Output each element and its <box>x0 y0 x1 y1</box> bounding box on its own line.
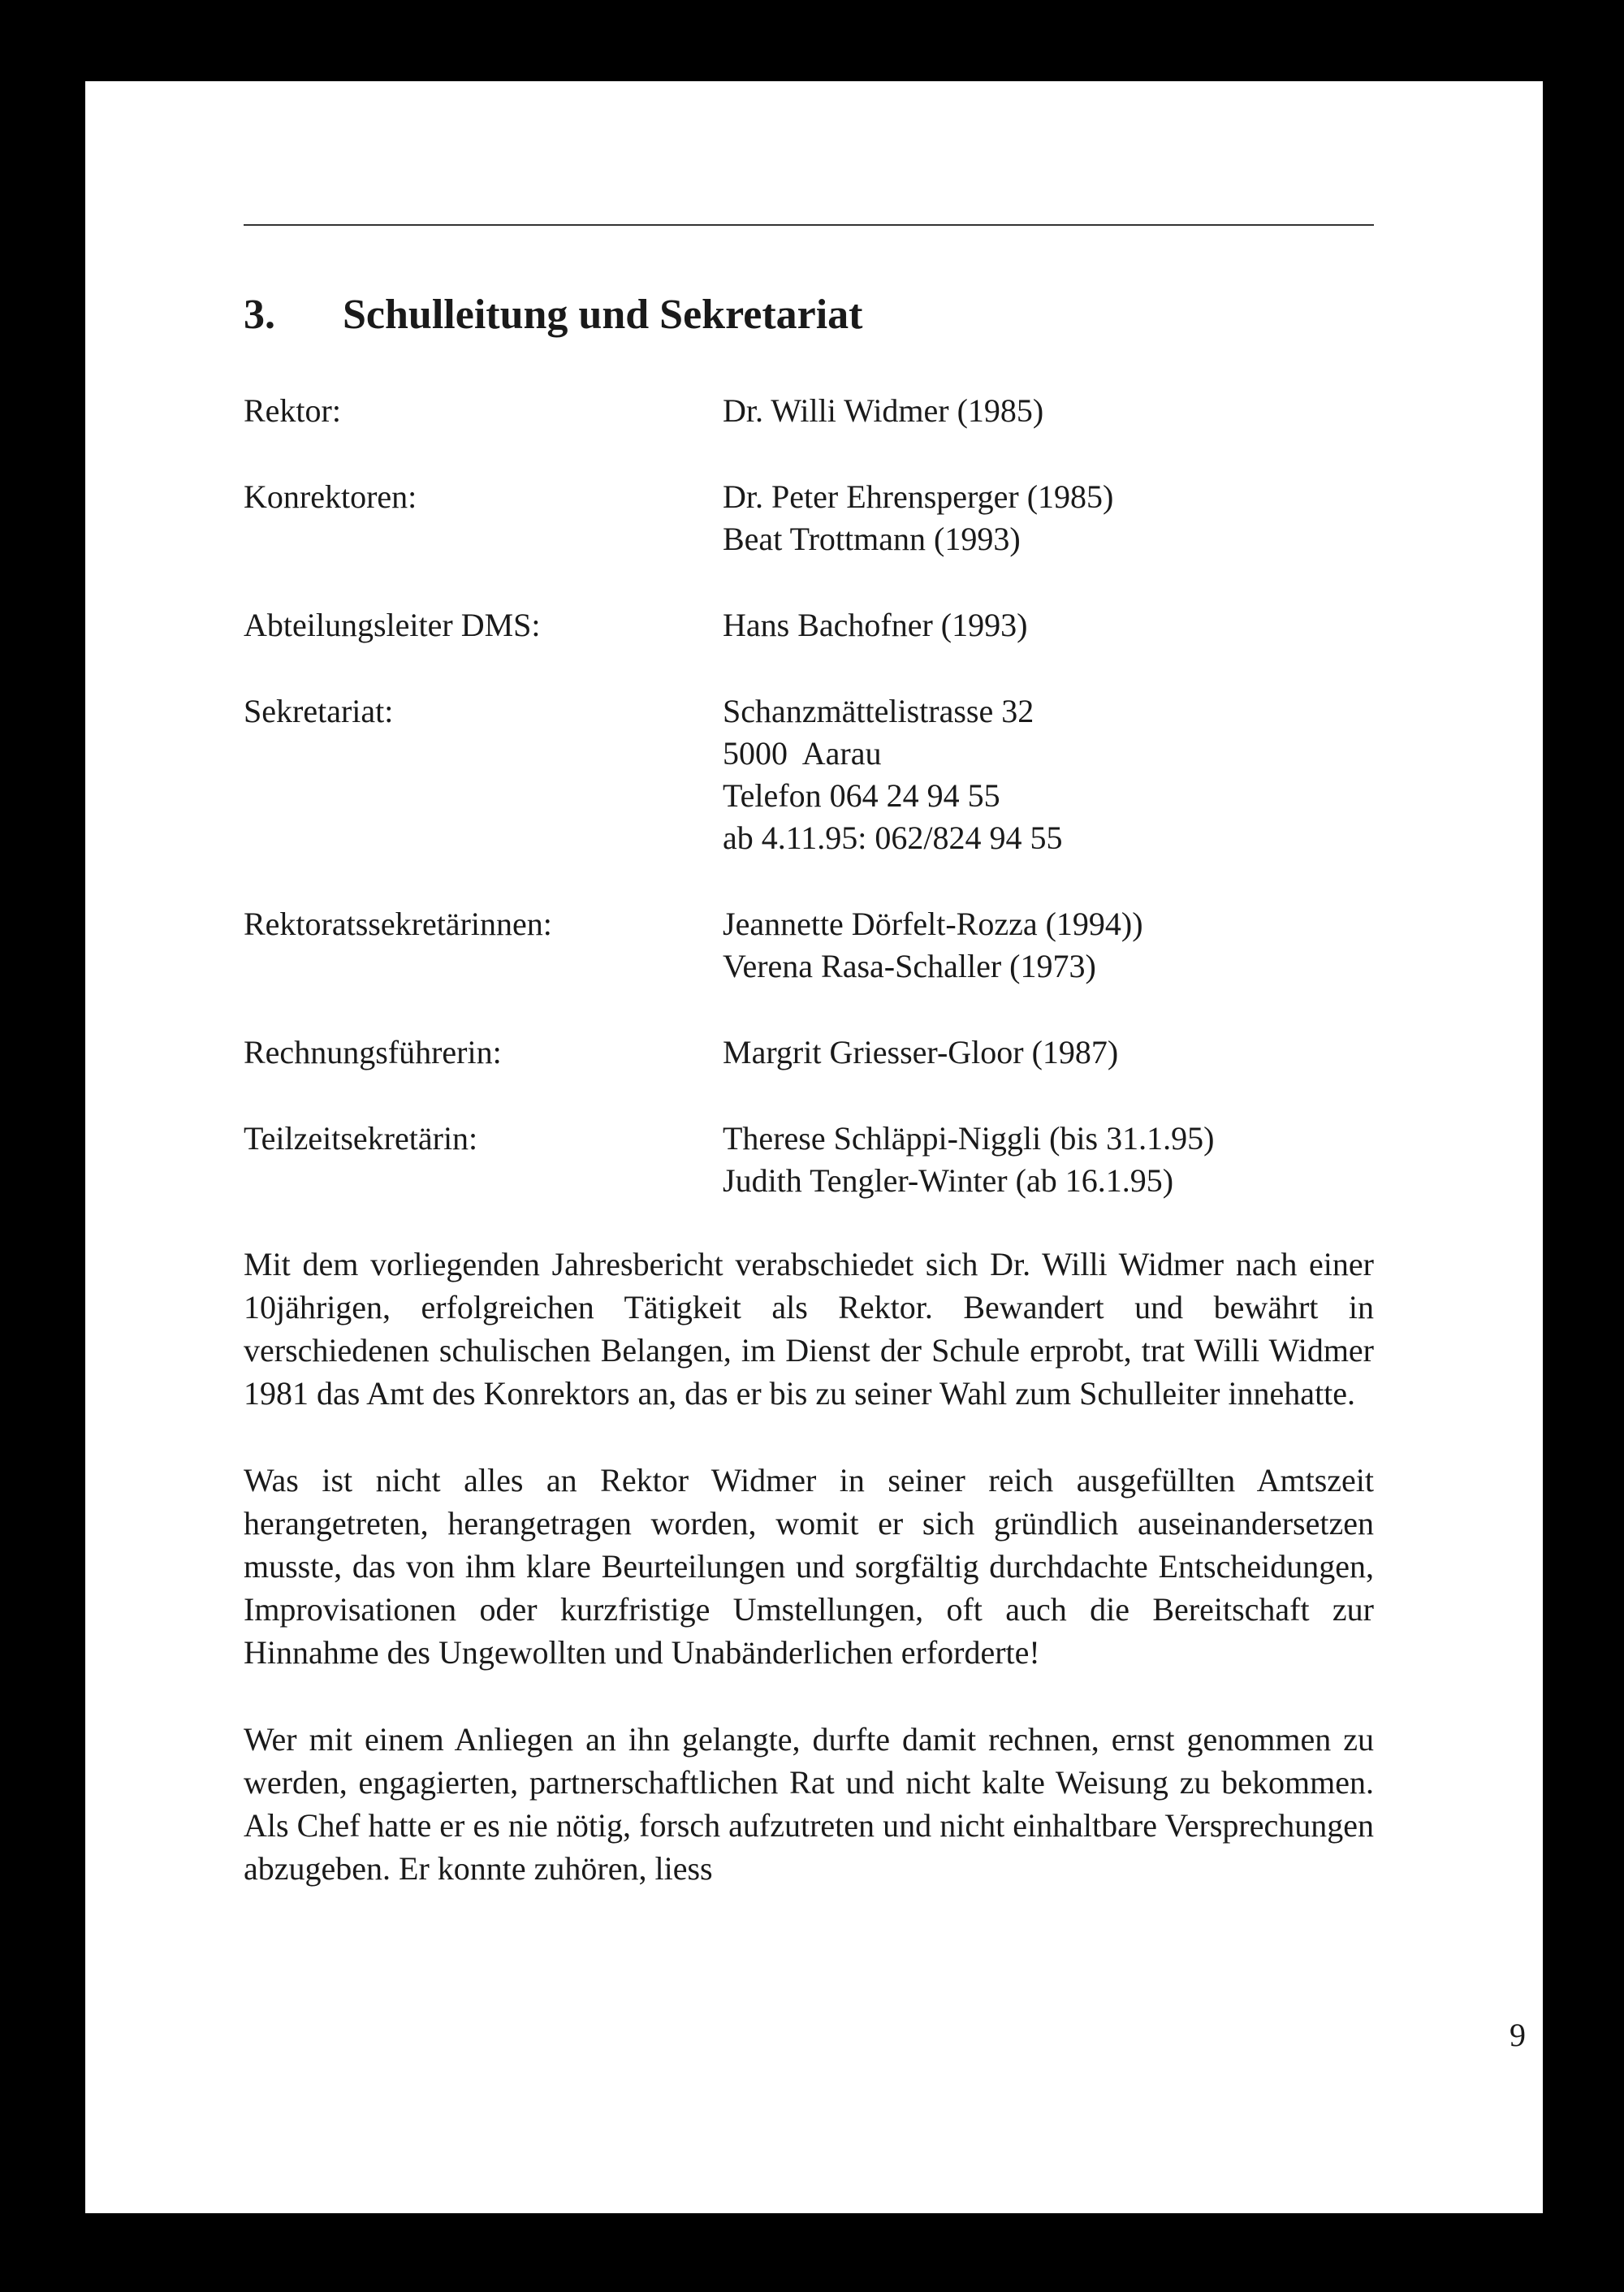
section-heading <box>244 291 862 339</box>
roster-entry-teilzeitsekretaerin <box>244 1118 1380 1202</box>
roster-values <box>723 690 1380 859</box>
roster-entry-konrektoren <box>244 476 1380 560</box>
roster-value: Therese Schläppi-Niggli (bis 31.1.95) <box>723 1120 1215 1157</box>
roster-label: Rektoratssekretärinnen: <box>244 906 552 942</box>
roster-entry-rechnungsfuehrerin <box>244 1031 1380 1074</box>
section-number: 3. <box>244 292 275 338</box>
document-page <box>85 81 1543 2213</box>
roster-label: Konrektoren: <box>244 478 417 515</box>
roster-label: Rektor: <box>244 392 341 429</box>
roster-value: Margrit Griesser-Gloor (1987) <box>723 1034 1119 1070</box>
address-city: 5000 Aarau <box>723 735 882 772</box>
page-number: 9 <box>1510 2017 1526 2053</box>
header-rule <box>244 224 1374 226</box>
roster-label: Abteilungsleiter DMS: <box>244 607 541 643</box>
roster-values <box>723 476 1380 560</box>
section-title: Schulleitung und Sekretariat <box>343 292 863 338</box>
roster-label: Rechnungsführerin: <box>244 1034 502 1070</box>
roster-entry-abteilungsleiter <box>244 604 1380 647</box>
paragraph: Was ist nicht alles an Rektor Widmer in seiner reich ausgefüllten Amtszeit herangetreten, herangetragen worden, womit er sich gründlich auseinandersetzen musste, das von ihm klare Beurteilungen und sorgfältig durchdachte Entscheidungen, Improvisationen oder kurzfristige Umstellungen, oft auch die Bereitschaft zur Hinnahme des Ungewollten und Unabänderlichen erforderte! <box>244 1462 1374 1671</box>
roster-value: Dr. Willi Widmer (1985) <box>723 392 1044 429</box>
roster-value: Verena Rasa-Schaller (1973) <box>723 948 1096 984</box>
roster-value: Dr. Peter Ehrensperger (1985) <box>723 478 1114 515</box>
phone-number-new: ab 4.11.95: 062/824 94 55 <box>723 819 1063 856</box>
roster-label: Teilzeitsekretärin: <box>244 1120 478 1157</box>
roster-values <box>723 1031 1380 1074</box>
phone-number: Telefon 064 24 94 55 <box>723 777 1000 814</box>
roster-values <box>723 1118 1380 1202</box>
body-text <box>244 1243 1374 1934</box>
roster-value: Hans Bachofner (1993) <box>723 607 1028 643</box>
roster-value: Judith Tengler-Winter (ab 16.1.95) <box>723 1162 1174 1199</box>
paragraph: Mit dem vorliegenden Jahresbericht verabschiedet sich Dr. Willi Widmer nach einer 10jährigen, erfolgreichen Tätigkeit als Rektor. Bewandert und bewährt in verschiedenen schulischen Belangen, im Dienst der Schule erprobt, trat Willi Widmer 1981 das Amt des Konrektors an, das er bis zu seiner Wahl zum Schulleiter innehatte. <box>244 1246 1374 1412</box>
roster-value: Beat Trottmann (1993) <box>723 521 1021 557</box>
roster-entry-rektor <box>244 390 1380 432</box>
staff-roster <box>244 390 1380 1246</box>
roster-values <box>723 604 1380 647</box>
roster-values <box>723 390 1380 432</box>
roster-entry-rektoratssekretaerinnen <box>244 903 1380 988</box>
roster-values <box>723 903 1380 988</box>
roster-label: Sekretariat: <box>244 693 394 729</box>
paragraph: Wer mit einem Anliegen an ihn gelangte, durfte damit rechnen, ernst genommen zu werden, engagierten, partnerschaftlichen Rat und nicht kalte Weisung zu bekommen. Als Chef hatte er es nie nötig, forsch aufzutreten und nicht einhaltbare Versprechungen abzugeben. Er konnte zuhören, liess <box>244 1721 1374 1887</box>
roster-value: Jeannette Dörfelt-Rozza (1994)) <box>723 906 1143 942</box>
address-street: Schanzmättelistrasse 32 <box>723 693 1034 729</box>
roster-entry-sekretariat <box>244 690 1380 859</box>
